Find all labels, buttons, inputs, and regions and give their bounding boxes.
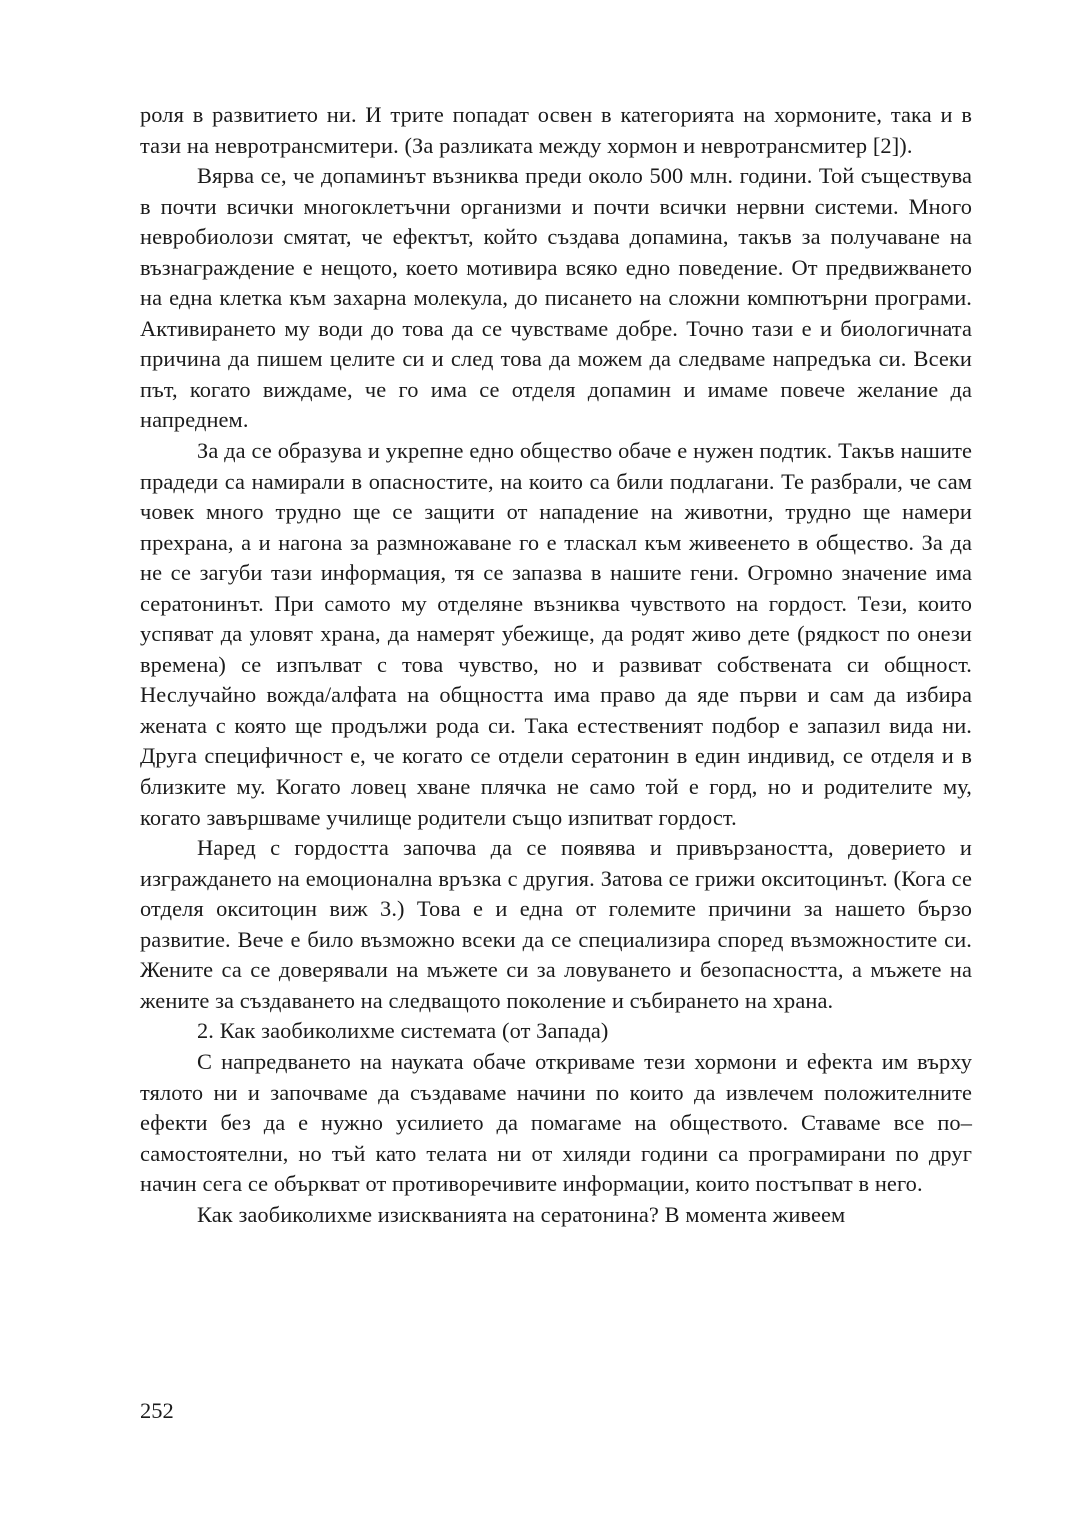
paragraph-continuation: роля в развитието ни. И трите попадат освен в категорията на хормоните, така и в тази на невротрансмитери. (За разликата между хормон и невротрансмитер [2]).	[140, 102, 972, 158]
paragraph-last-line: Как заобиколихме изискванията на сератонина? В момента живеем	[197, 1201, 846, 1227]
page-number: 252	[140, 1398, 174, 1423]
paragraph: Наред с гордостта започва да се появява и привързаността, доверието и изграждането на емоционална връзка с другия. Затова се грижи окситоцинът. (Кога се отделя окситоцин виж 3.) Това е и една от големите причини за нашето бързо развитие. Вече е било възможно всеки да се специализира според възможностите си. Жените са се доверявали на мъжете си за ловуването и безопасността, а мъжете на жените за създаването на следващото поколение и събирането на храна.	[140, 835, 972, 1013]
paragraph: Вярва се, че допаминът възниква преди около 500 млн. години. Той съществува в почти всички многоклетъчни организми и почти всички нервни системи. Много невробиолози смятат, че ефектът, който създава допамина, такъв за получаване на възнаграждение е нещото, което мотивира всяко едно поведение. От предвижването на една клетка към захарна молекула, до писането на сложни компютърни програми. Активирането му води до това да се чувстваме добре. Точно тази е и биологичната причина да пишем целите си и след това да можем да следваме напредъка си. Всеки път, когато виждаме, че го има се отделя допамин и имаме повече желание да напреднем.	[140, 163, 972, 433]
paragraph: С напредването на науката обаче откриваме тези хормони и ефекта им върху тялото ни и започваме да създаваме начини по които да извлечем положителните ефекти без да е нужно усилието да помагаме на обществото. Ставаме все по–самостоятелни, но тъй като телата ни от хиляди години са програмирани по друг начин сега се объркват от противоречивите информации, които постъпват в него.	[140, 1048, 972, 1197]
section-heading-line: 2. Как заобиколихме системата (от Запада)	[197, 1018, 609, 1044]
text-block	[140, 100, 972, 1230]
paragraph: За да се образува и укрепне едно общество обаче е нужен подтик. Такъв нашите прадеди са намирали в опасностите, на които са били подлагани. Те разбрали, че сам човек много трудно ще се защити от нападение на животни, трудно ще намери прехрана, а и нагона за размножаване го е тласкал към живеенето в общество. За да не се загуби тази информация, тя се запазва в нашите гени. Огромно значение има сератонинът. При самото му отделяне възниква чувството на гордост. Тези, които успяват да уловят храна, да намерят убежище, да родят живо дете (рядкост по онези времена) се изпълват с това чувство, но и развиват собствената си общност. Неслучайно вожда/алфата на общността има право да яде първи и сам да избира жената с която ще продължи рода си. Така естественият подбор е запазил вида ни. Друга специфичност е, че когато се отдели сератонин в един индивид, се отделя и в близките му. Когато ловец хване плячка не само той е горд, но и родителите му, когато завършваме училище родители също изпитват гордост.	[140, 438, 972, 830]
